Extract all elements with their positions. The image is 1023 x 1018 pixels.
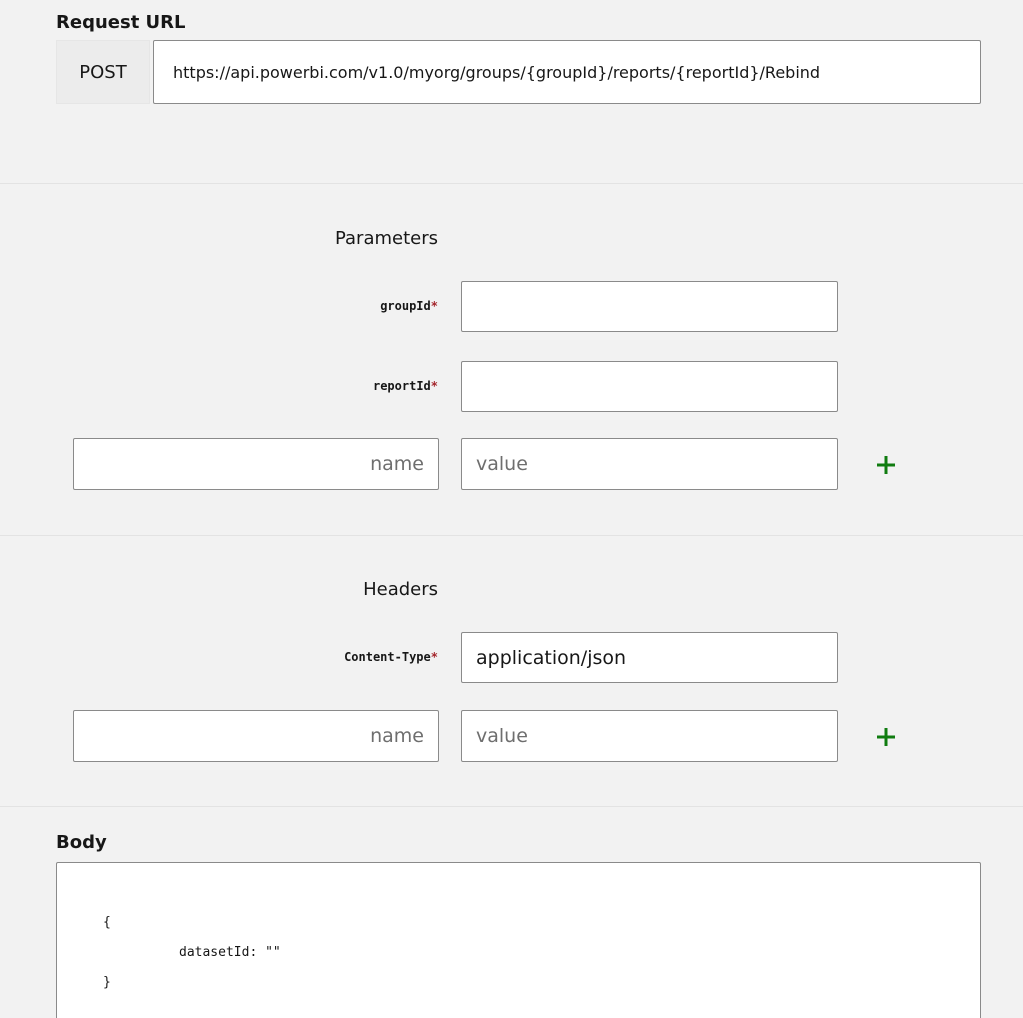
header-name-input[interactable] — [73, 710, 439, 762]
body-label: Body — [56, 832, 107, 853]
header-value-input[interactable] — [461, 710, 838, 762]
param-value-input[interactable] — [461, 438, 838, 490]
parameters-title: Parameters — [334, 228, 438, 249]
groupid-input[interactable] — [461, 281, 838, 332]
code-line: { — [103, 915, 111, 930]
param-label-reportid — [0, 379, 438, 393]
content-type-input[interactable] — [461, 632, 838, 683]
http-method-badge: POST — [56, 40, 150, 104]
required-asterisk: * — [430, 650, 438, 664]
divider — [0, 183, 1023, 184]
reportid-input[interactable] — [461, 361, 838, 412]
param-name-input[interactable] — [73, 438, 439, 490]
divider — [0, 535, 1023, 536]
required-asterisk: * — [430, 379, 438, 393]
request-url-label: Request URL — [56, 12, 186, 33]
code-line: datasetId: "" — [179, 945, 281, 960]
param-label-groupid — [0, 299, 438, 313]
required-asterisk: * — [430, 299, 438, 313]
code-line: } — [103, 975, 111, 990]
param-label-text: reportId — [372, 379, 431, 393]
plus-icon — [876, 727, 896, 747]
add-header-button[interactable] — [872, 723, 900, 751]
request-body-editor[interactable] — [56, 862, 981, 1018]
headers-title: Headers — [363, 579, 438, 600]
add-parameter-button[interactable] — [872, 451, 900, 479]
divider — [0, 806, 1023, 807]
plus-icon — [876, 455, 896, 475]
header-label-content-type — [0, 650, 438, 664]
param-label-text: groupId — [380, 299, 431, 313]
request-url-field[interactable]: https://api.powerbi.com/v1.0/myorg/groups/{groupId}/reports/{reportId}/Rebind — [153, 40, 981, 104]
header-label-text: Content-Type — [344, 650, 431, 664]
